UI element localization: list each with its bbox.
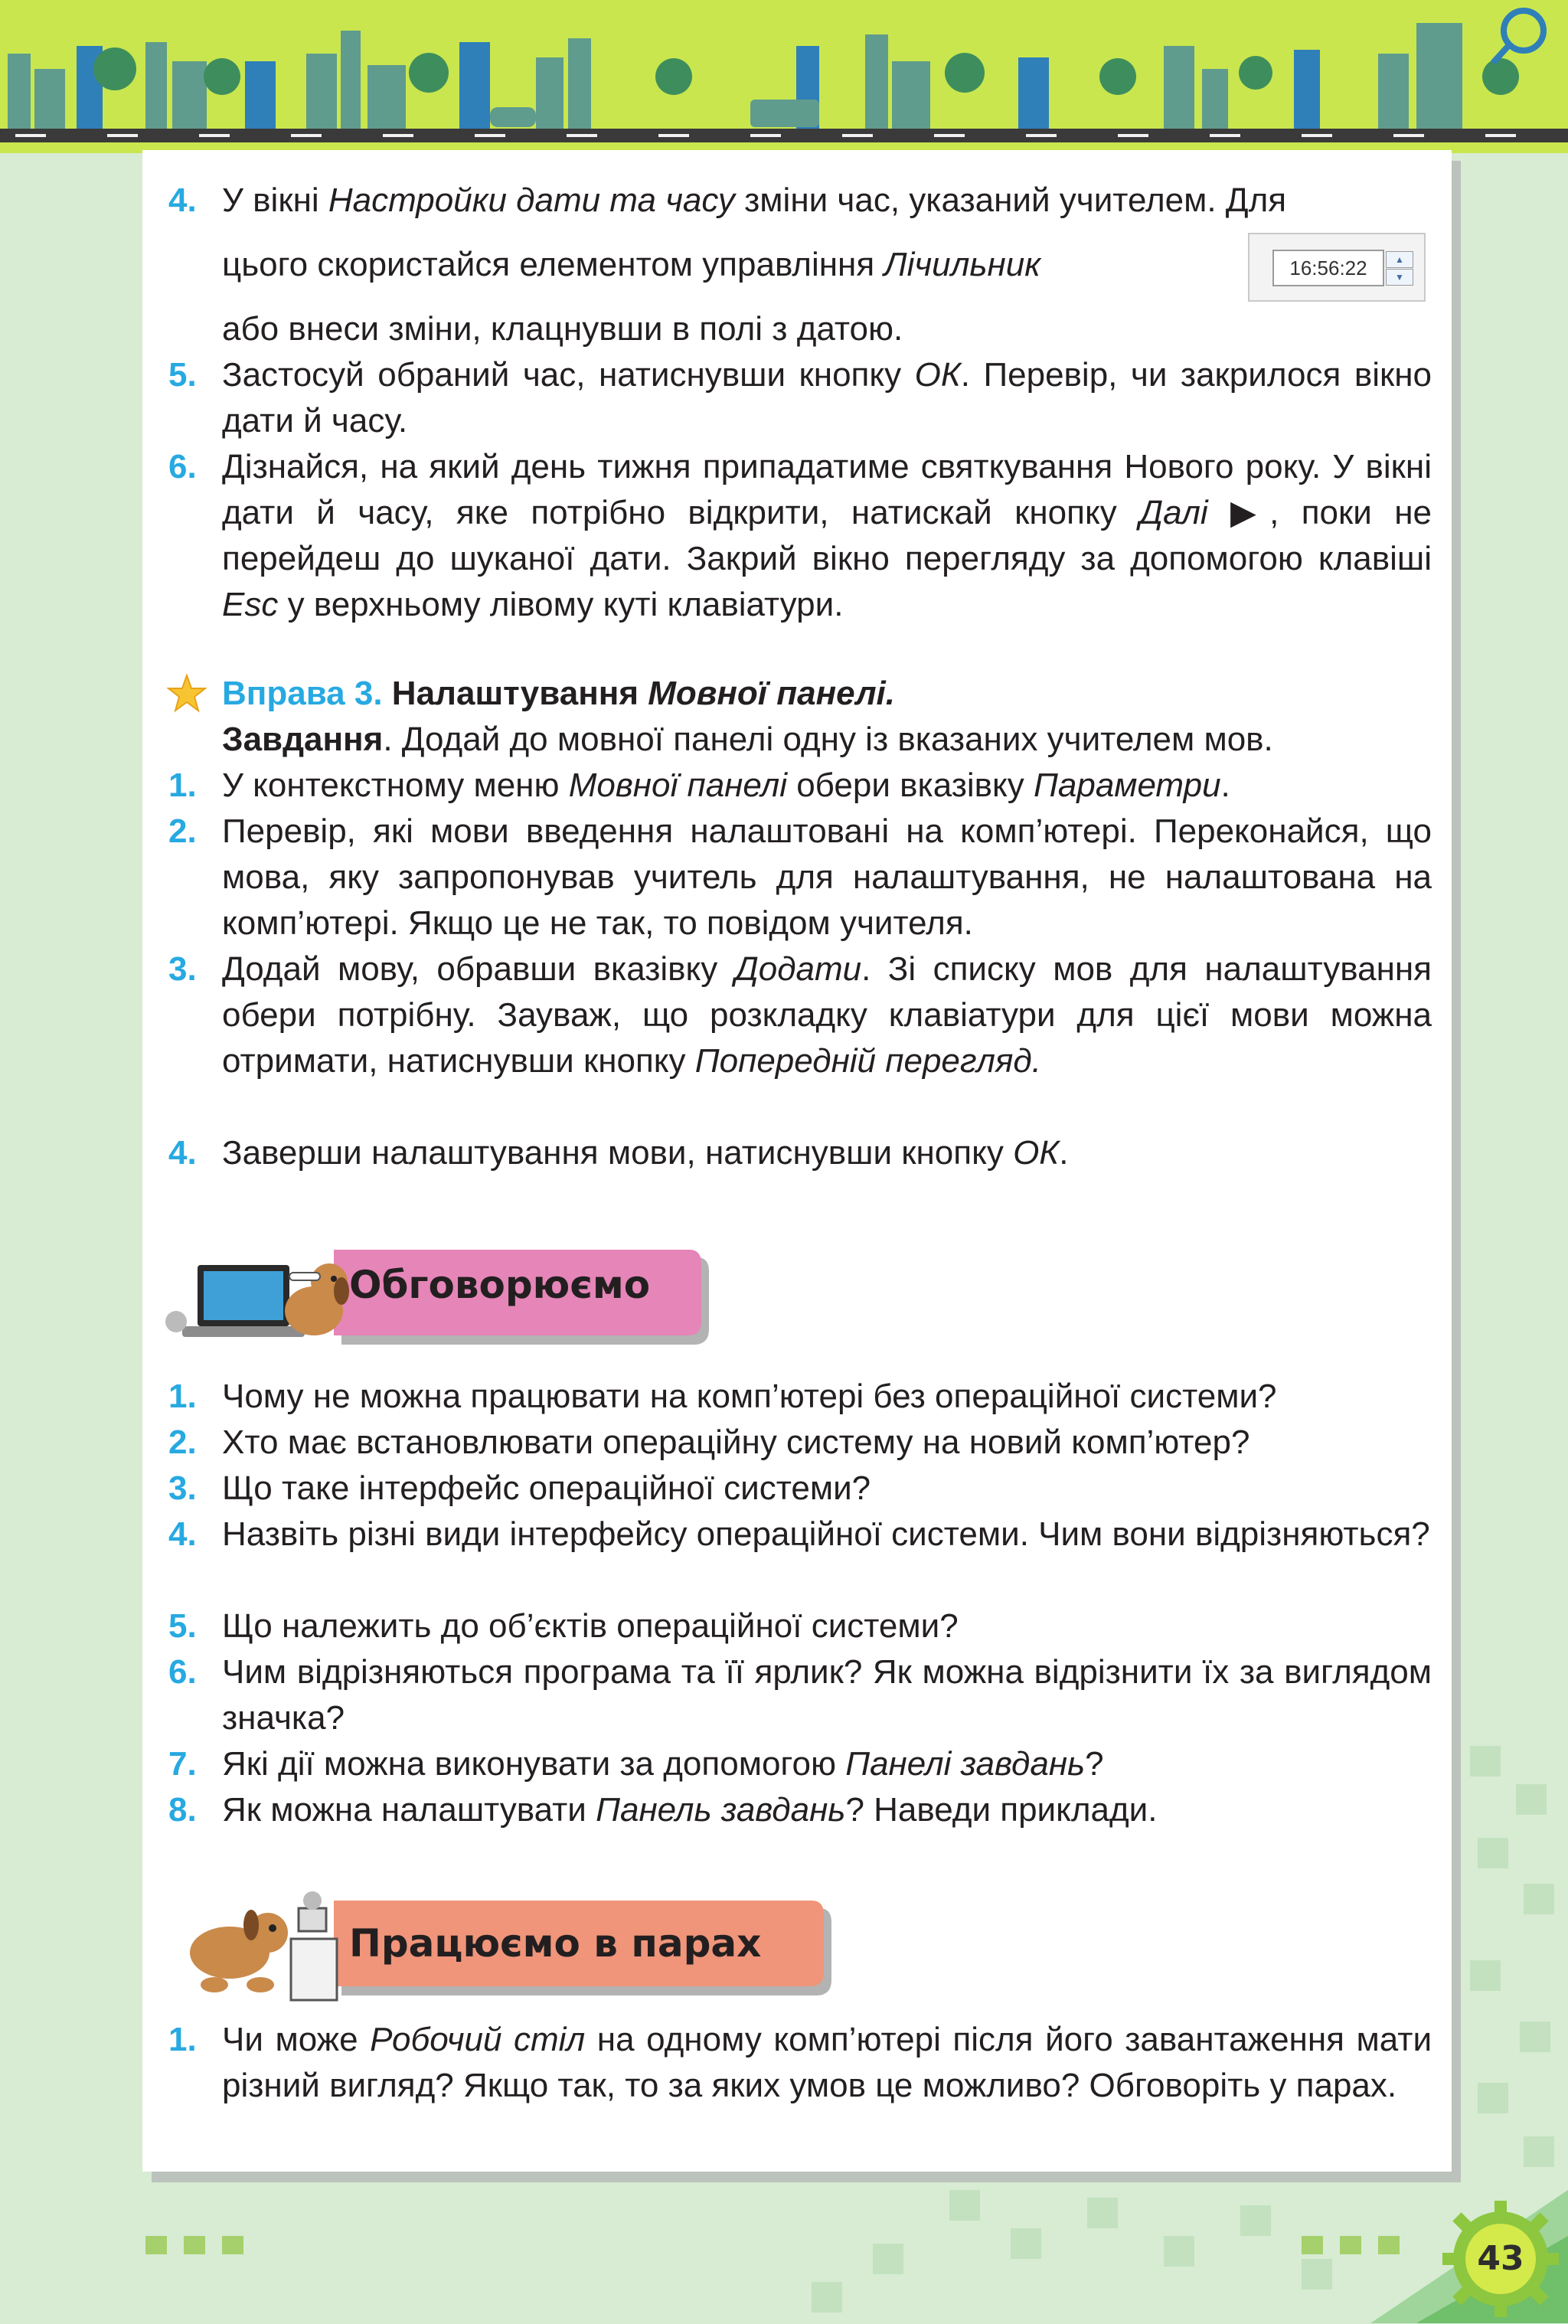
question-text: Що належить до об’єктів операційної системи? bbox=[222, 1607, 959, 1645]
step-text bbox=[222, 352, 1432, 444]
text: Як можна налаштувати bbox=[222, 1791, 596, 1829]
question-text: Хто має встановлювати операційну систему на новий комп’ютер? bbox=[222, 1423, 1250, 1461]
question-number: 1. bbox=[168, 1378, 197, 1415]
footer-square bbox=[184, 2236, 205, 2254]
discuss-title: Обговорюємо bbox=[349, 1263, 651, 1307]
step-text: Перевір, які мови введення налаштовані на комп’ютері. Переконайся, що мова, яку запропонував учитель для налаштування, не налаштована на комп’ютері. Якщо це не так, то повідом учителя. bbox=[222, 812, 1432, 942]
text: Заверши налаштування мови, натиснувши кнопку bbox=[222, 1134, 1014, 1172]
step-text-line bbox=[222, 242, 1233, 288]
step-number: 2. bbox=[168, 812, 197, 850]
question-number: 8. bbox=[168, 1791, 197, 1829]
step-text bbox=[222, 946, 1432, 1084]
step-text bbox=[222, 763, 1432, 809]
footer-square bbox=[1378, 2236, 1400, 2254]
step-text bbox=[222, 444, 1432, 628]
star-icon bbox=[167, 674, 207, 714]
text: , поки не перейдеш до шуканої дати. Закрий вікно перегляду за допомогою клавіші bbox=[222, 494, 1432, 577]
step-number: 1. bbox=[168, 766, 197, 804]
button-name: ОК bbox=[914, 356, 961, 394]
step-number: 4. bbox=[168, 181, 197, 219]
exercise-task bbox=[222, 717, 1432, 763]
question-text bbox=[222, 1787, 1432, 1833]
question-number: 2. bbox=[168, 1423, 197, 1461]
question-number: 4. bbox=[168, 1515, 197, 1553]
key-name: Esc bbox=[222, 586, 279, 623]
footer-square bbox=[1302, 2236, 1323, 2254]
panel-name: Панель завдань bbox=[596, 1791, 846, 1829]
question-number: 5. bbox=[168, 1607, 197, 1645]
counter-up-button[interactable]: ▲ bbox=[1386, 251, 1413, 268]
footer-square bbox=[1340, 2236, 1361, 2254]
footer-square bbox=[222, 2236, 243, 2254]
panel-name: Мовної панелі bbox=[568, 766, 787, 804]
text: цього скористайся елементом управління bbox=[222, 246, 884, 283]
text: у верхньому лівому куті клавіатури. bbox=[278, 586, 844, 623]
text: Чи може bbox=[222, 2021, 371, 2058]
text: Які дії можна виконувати за допомогою bbox=[222, 1745, 846, 1783]
step-number: 4. bbox=[168, 1134, 197, 1172]
question-text: Що таке інтерфейс операційної системи? bbox=[222, 1469, 871, 1507]
panel-name: Панелі завдань bbox=[845, 1745, 1086, 1783]
page-number-badge bbox=[1439, 2198, 1562, 2320]
control-name: Лічильник bbox=[884, 246, 1041, 283]
page-sheet bbox=[142, 150, 1452, 2172]
question-text bbox=[222, 1741, 1432, 1787]
task-text: . Додай до мовної панелі одну із вказаних учителем мов. bbox=[383, 721, 1273, 758]
step-number: 3. bbox=[168, 950, 197, 988]
step-text-line: або внеси зміни, клацнувши в полі з датою. bbox=[222, 310, 903, 348]
step-text-line bbox=[222, 178, 1432, 224]
question-text: Чому не можна працювати на комп’ютері без операційної системи? bbox=[222, 1378, 1277, 1415]
text: на одному комп’ютері після його завантаження мати різний вигляд? Якщо так, то за яких умов це можливо? Обговоріть у парах. bbox=[222, 2021, 1432, 2104]
text: . Перевір, чи закрилося вікно дати й часу. bbox=[222, 356, 1432, 440]
question-number: 3. bbox=[168, 1469, 197, 1507]
object-name: Робочий стіл bbox=[370, 2021, 586, 2058]
question-text bbox=[222, 2017, 1432, 2109]
question-number: 7. bbox=[168, 1745, 197, 1783]
counter-down-button[interactable]: ▼ bbox=[1386, 269, 1413, 286]
counter-field[interactable]: 16:56:22 bbox=[1272, 250, 1384, 286]
command-name: Додати bbox=[734, 950, 862, 988]
step-number: 5. bbox=[168, 356, 197, 394]
page-number: 43 bbox=[1477, 2239, 1524, 2278]
step-text bbox=[222, 1130, 1432, 1176]
text: зміни час, указаний учителем. Для bbox=[734, 181, 1287, 219]
step-number: 6. bbox=[168, 448, 197, 485]
task-label: Завдання bbox=[222, 721, 384, 758]
text: Дізнайся, на який день тижня припадатиме святкування Нового року. У вікні дати й часу, яке потрібно відкрити, натискай кнопку bbox=[222, 448, 1432, 531]
text: ? Наведи приклади. bbox=[845, 1791, 1158, 1829]
exercise-title: Налаштування bbox=[391, 675, 648, 712]
pairs-title: Працюємо в парах bbox=[349, 1921, 762, 1966]
text: У вікні bbox=[222, 181, 328, 219]
question-number: 1. bbox=[168, 2021, 197, 2058]
text: . bbox=[1059, 1134, 1069, 1172]
question-number: 6. bbox=[168, 1653, 197, 1691]
text: . Зі списку мов для налаштування обери потрібну. Зауваж, що розкладку клавіатури для цієї мови можна отримати, натиснувши кнопку bbox=[222, 950, 1432, 1080]
text: . bbox=[1220, 766, 1230, 804]
text: обери вказівку bbox=[786, 766, 1034, 804]
text: ? bbox=[1085, 1745, 1104, 1783]
command-name: Параметри bbox=[1034, 766, 1221, 804]
exercise-heading bbox=[222, 671, 1432, 717]
exercise-label: Вправа 3. bbox=[222, 675, 383, 712]
city-banner bbox=[0, 0, 1568, 153]
footer-square bbox=[145, 2236, 167, 2254]
window-name: Настройки дати та часу bbox=[328, 181, 735, 219]
question-text: Назвіть різні види інтерфейсу операційної системи. Чим вони відрізняються? bbox=[222, 1515, 1430, 1553]
exercise-title-italic: Мовної панелі. bbox=[648, 675, 896, 712]
question-text: Чим відрізняються програма та її ярлик? Як можна відрізнити їх за виглядом значка? bbox=[222, 1653, 1432, 1737]
button-name: Попередній перегляд. bbox=[694, 1042, 1041, 1080]
button-name: Далі ▶ bbox=[1139, 494, 1270, 531]
text: Додай мову, обравши вказівку bbox=[222, 950, 735, 988]
text: Застосуй обраний час, натиснувши кнопку bbox=[222, 356, 915, 394]
counter-control[interactable] bbox=[1248, 233, 1426, 302]
button-name: ОК bbox=[1013, 1134, 1060, 1172]
text: У контекстному меню bbox=[222, 766, 569, 804]
